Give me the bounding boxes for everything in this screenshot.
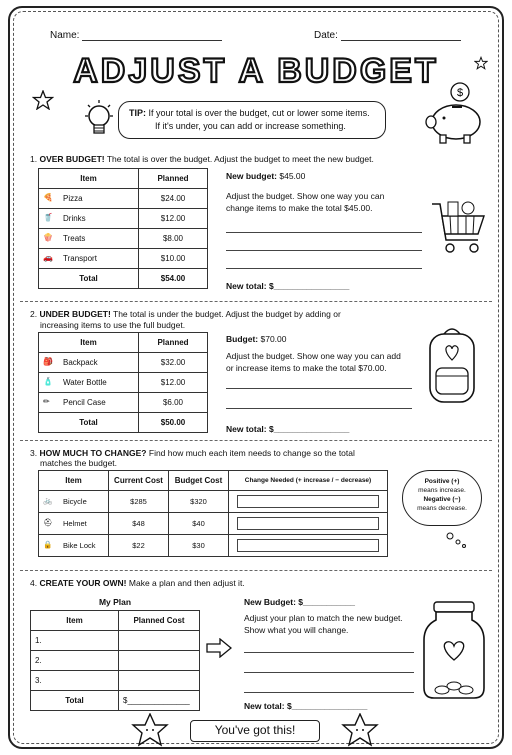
change-input[interactable]	[237, 539, 379, 552]
tip-box	[118, 101, 386, 139]
title-text: ADJUST A BUDGET	[73, 52, 439, 90]
money-jar-icon	[420, 600, 488, 702]
star-face-icon	[330, 713, 390, 747]
date-label: Date:	[314, 30, 338, 41]
piggy-bank-icon	[422, 80, 490, 146]
answer-line[interactable]	[226, 268, 422, 269]
section2-heading-2: increasing items to use the full budget.	[40, 320, 186, 330]
col-item: Item	[39, 169, 139, 189]
table-row: ⛑ Helmet $48 $40	[39, 513, 388, 535]
divider	[20, 440, 492, 441]
answer-line[interactable]	[244, 652, 414, 653]
popcorn-icon: 🍿	[43, 232, 53, 242]
section4-heading: 4. CREATE YOUR OWN! Make a plan and then adjust it.	[30, 578, 245, 588]
table-row: 🥤 Drinks $12.00	[39, 209, 208, 229]
backpack-icon: 🎒	[43, 356, 53, 366]
answer-line[interactable]	[226, 388, 412, 389]
answer-line[interactable]	[226, 408, 412, 409]
change-input[interactable]	[237, 517, 379, 530]
date-line	[341, 40, 461, 41]
divider	[20, 570, 492, 571]
thought-dots-icon	[420, 528, 470, 550]
table-row: 🚲 Bicycle $285 $320	[39, 491, 388, 513]
section1-heading: 1. OVER BUDGET! The total is over the budget. Adjust the budget to meet the new budget.	[30, 154, 374, 164]
table-row: 3.	[31, 671, 200, 691]
bottle-icon: 🧴	[43, 376, 53, 386]
hint-bubble: Positive (+) means increase. Negative (−) means decrease.	[402, 470, 482, 526]
tip-line-2: If it's under, you can add or increase something.	[155, 121, 346, 131]
section3-heading: 3. HOW MUCH TO CHANGE? Find how much each item needs to change so the total	[30, 448, 355, 458]
drink-icon: 🥤	[43, 212, 53, 222]
date-field[interactable]	[314, 30, 461, 41]
section1-table	[38, 168, 208, 289]
backpack-icon	[424, 322, 480, 406]
section2-heading: 2. UNDER BUDGET! The total is under the budget. Adjust the budget by adding or	[30, 309, 341, 319]
table-row: 🎒 Backpack $32.00	[39, 353, 208, 373]
answer-line[interactable]	[244, 672, 414, 673]
table-row: 🍕 Pizza $24.00	[39, 189, 208, 209]
name-field[interactable]	[50, 30, 222, 41]
shopping-cart-icon	[430, 196, 488, 258]
bicycle-icon: 🚲	[43, 495, 53, 505]
answer-line[interactable]	[244, 692, 414, 693]
section3-heading-2: matches the budget.	[40, 458, 118, 468]
section4-instructions: Adjust your plan to match the new budget. Show what you will change.	[244, 613, 403, 635]
plan-title: My Plan	[98, 597, 132, 607]
section1-budget: New budget: $45.00	[226, 171, 306, 181]
section1-new-total[interactable]: New total: $________________	[226, 281, 350, 291]
section2-instructions: Adjust the budget. Show one way you can add or increase items to make the total $70.00.	[226, 351, 401, 373]
answer-line[interactable]	[226, 250, 422, 251]
answer-line[interactable]	[226, 232, 422, 233]
table-row: 1.	[31, 631, 200, 651]
table-row: 🚗 Transport $10.00	[39, 249, 208, 269]
name-line	[82, 40, 222, 41]
star-icon	[32, 90, 54, 110]
table-row: 2.	[31, 651, 200, 671]
pencil-case-icon: ✏	[43, 396, 50, 406]
table-total-row: Total $______________	[31, 691, 200, 711]
lock-icon: 🔒	[43, 539, 53, 549]
tip-line-1: If your total is over the budget, cut or lower some items.	[148, 108, 370, 118]
svg-text:$: $	[456, 87, 464, 99]
table-total-row: Total $50.00	[39, 413, 208, 433]
section1-instructions: Adjust the budget. Show one way you can change items to make the total $45.00.	[226, 191, 385, 213]
change-input[interactable]	[237, 495, 379, 508]
table-row: 🧴 Water Bottle $12.00	[39, 373, 208, 393]
section4-table: Item Planned Cost 1. 2. 3. Total $______________	[30, 610, 200, 711]
table-total-row: Total $54.00	[39, 269, 208, 289]
name-label: Name:	[50, 30, 80, 41]
section4-budget[interactable]: New Budget: $___________	[244, 597, 356, 607]
section4-new-total[interactable]: New total: $________________	[244, 701, 368, 711]
pizza-icon: 🍕	[43, 192, 53, 202]
encouragement-banner: You've got this!	[190, 720, 320, 742]
car-icon: 🚗	[43, 252, 53, 262]
arrow-right-icon	[206, 638, 232, 658]
star-face-icon	[120, 713, 180, 747]
section2-budget: Budget: $70.00	[226, 334, 287, 344]
tip-label: TIP:	[129, 108, 146, 118]
col-planned: Planned	[139, 169, 208, 189]
table-row: ✏ Pencil Case $6.00	[39, 393, 208, 413]
section2-table: Item Planned 🎒 Backpack $32.00 🧴 Water Bottle $12.00 ✏ Pencil Case $6.00 Total $50.00	[38, 332, 208, 433]
star-icon	[474, 56, 488, 70]
lightbulb-icon	[82, 98, 116, 142]
section3-table: Item Current Cost Budget Cost Change Needed (+ increase / − decrease) 🚲 Bicycle $285 $320 ⛑ Helmet $48 $40 🔒 Bike Lock $22 $30	[38, 470, 388, 557]
section2-new-total[interactable]: New total: $________________	[226, 424, 350, 434]
helmet-icon: ⛑	[43, 517, 53, 527]
divider	[20, 301, 492, 302]
table-row: 🔒 Bike Lock $22 $30	[39, 535, 388, 557]
table-row: 🍿 Treats $8.00	[39, 229, 208, 249]
